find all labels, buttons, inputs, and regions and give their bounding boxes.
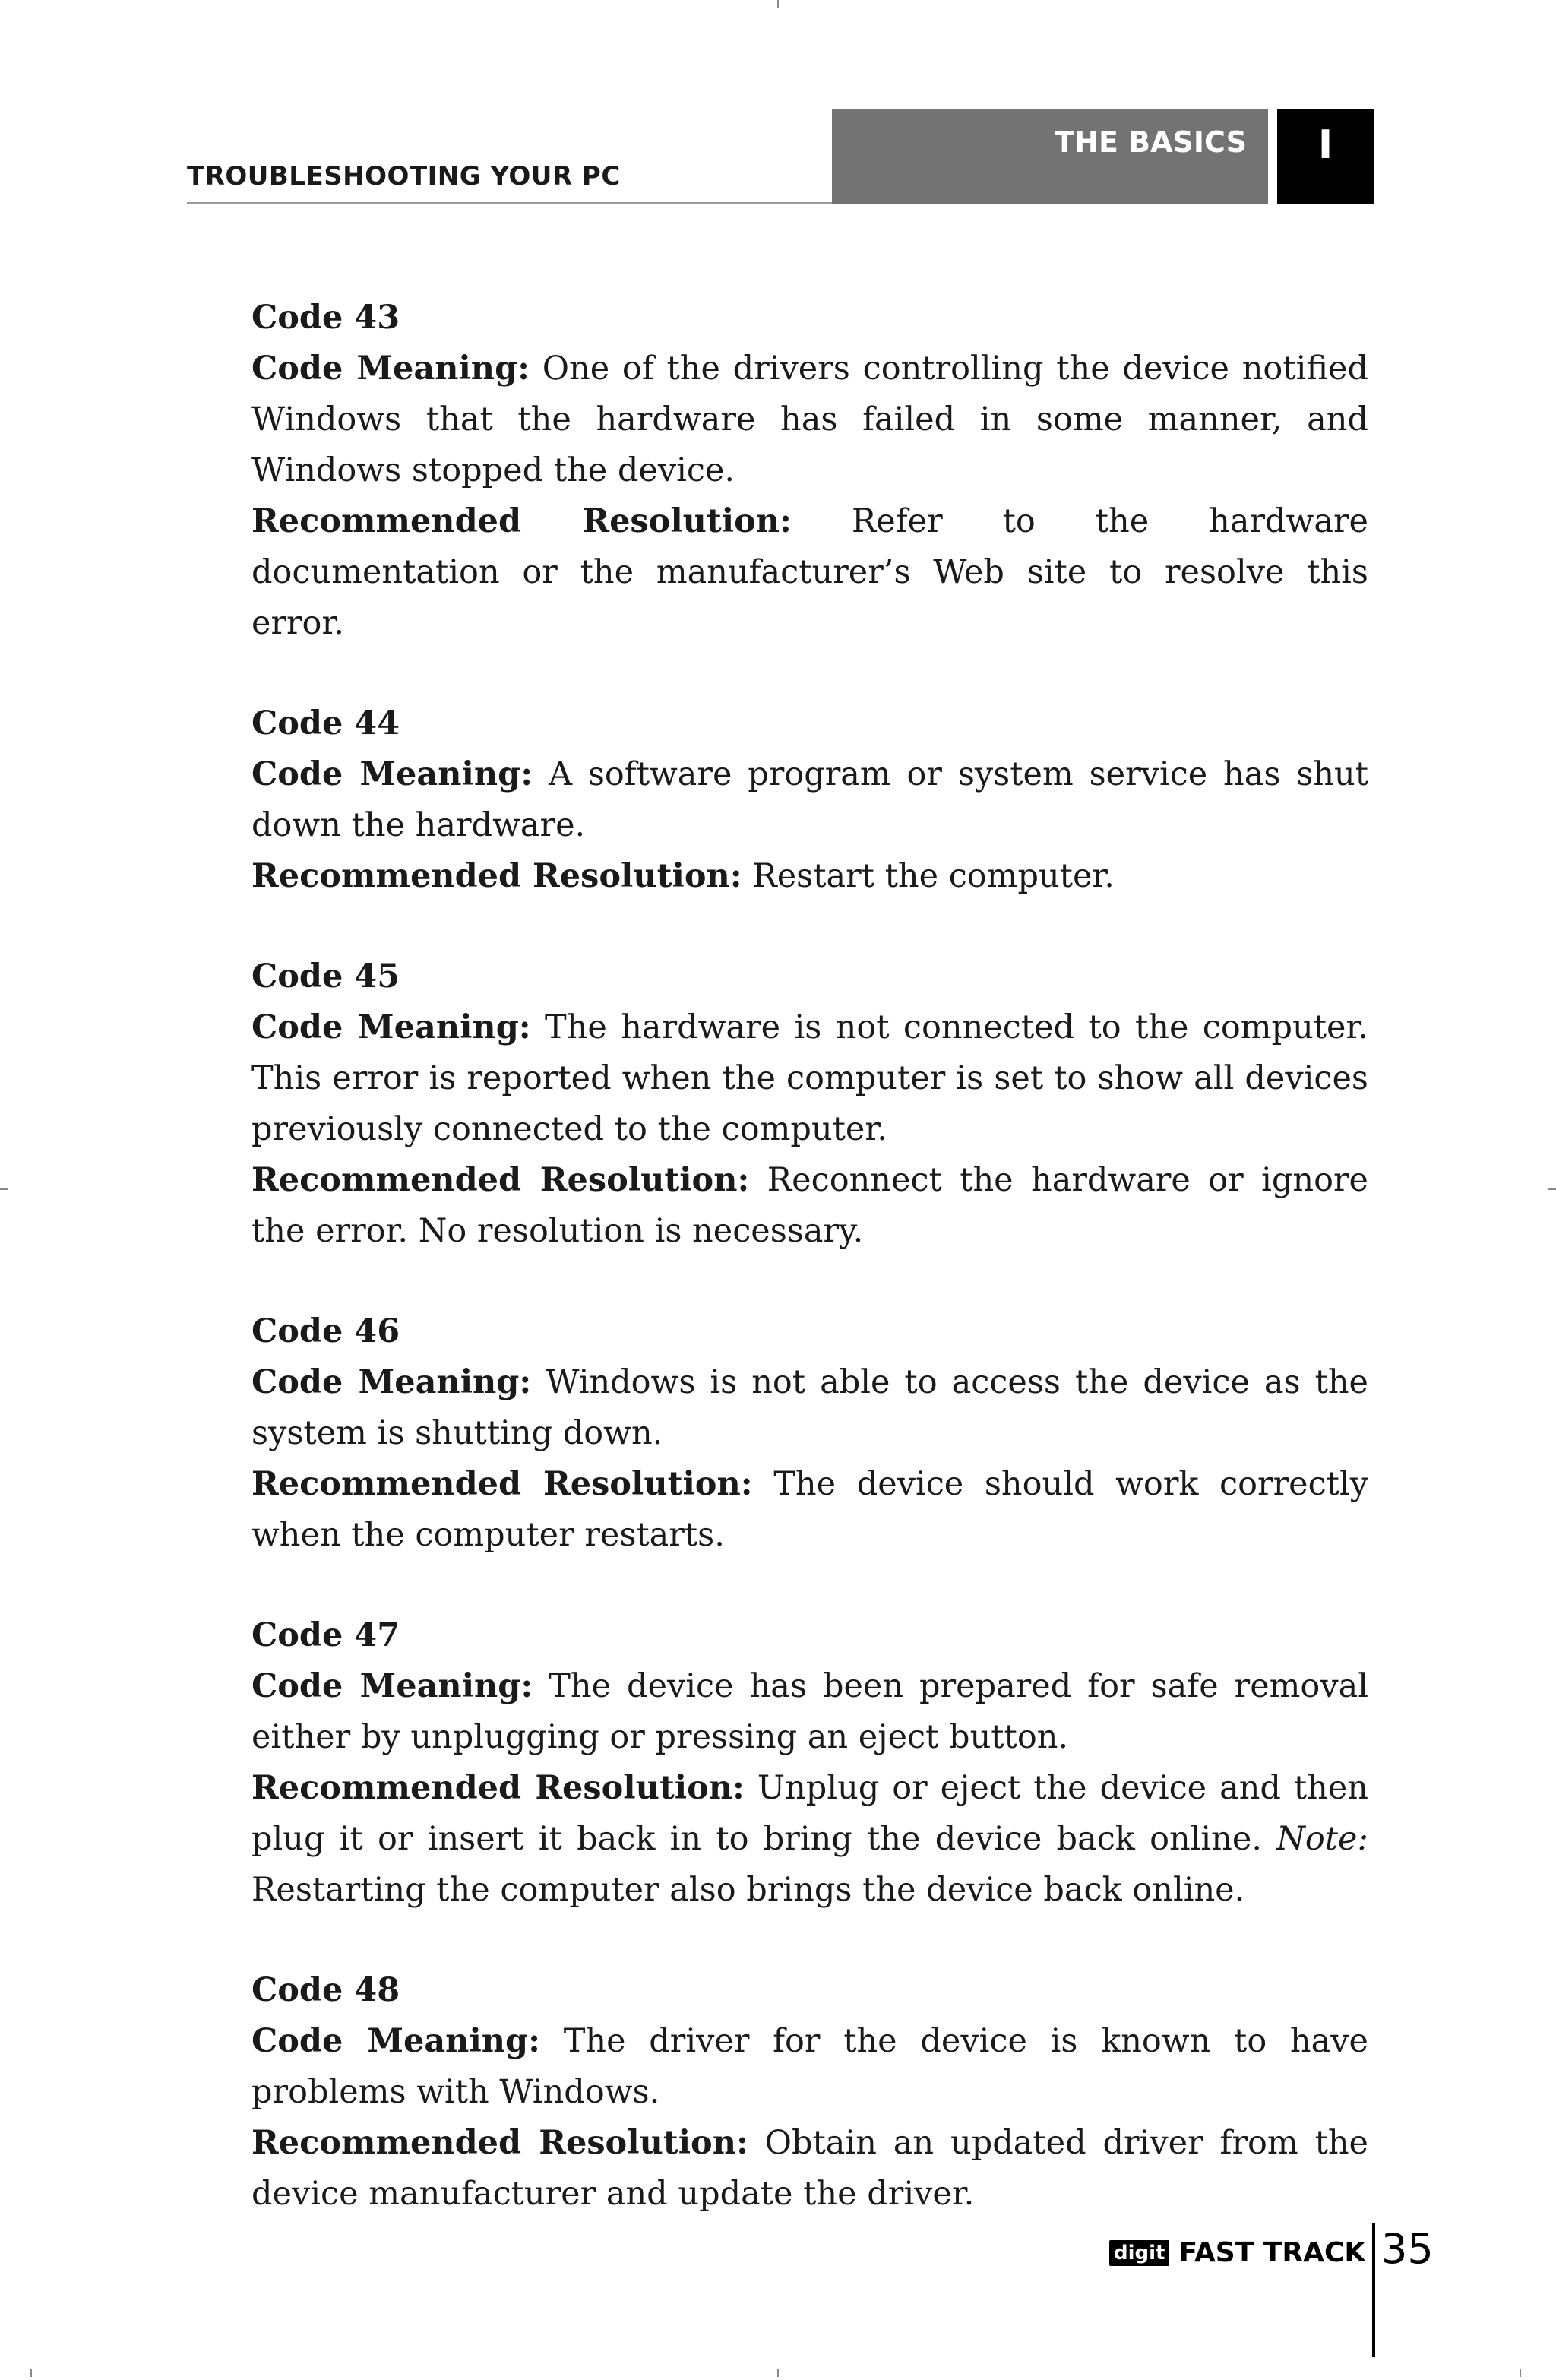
resolution-label: Recommended Resolution: — [251, 2124, 748, 2162]
code-heading: Code 45 — [251, 957, 400, 995]
section-title: THE BASICS — [1055, 125, 1247, 159]
error-code-entry — [251, 293, 1368, 649]
error-code-entry — [251, 698, 1368, 902]
recommended-resolution — [251, 2118, 1368, 2220]
code-heading: Code 43 — [251, 299, 400, 337]
resolution-text: Restart the computer. — [752, 857, 1115, 895]
code-meaning-label: Code Meaning: — [251, 755, 533, 793]
recommended-resolution — [251, 851, 1368, 902]
error-code-entry — [251, 1965, 1368, 2220]
resolution-label: Recommended Resolution: — [251, 1769, 745, 1807]
code-meaning-text: A software program or system service has shut down the hardware. — [251, 755, 1369, 844]
resolution-text: Refer to the hardware documentation or the manufacturer’s Web site to resolve this error. — [251, 502, 1368, 642]
page-body — [251, 293, 1368, 2269]
note-label: Note: — [1276, 1820, 1368, 1858]
resolution-text: Obtain an updated driver from the device manufacturer and update the driver. — [251, 2124, 1368, 2213]
crop-mark — [30, 2369, 32, 2377]
running-head: TROUBLESHOOTING YOUR PC — [187, 161, 621, 191]
code-heading: Code 46 — [251, 1312, 400, 1350]
recommended-resolution — [251, 1155, 1368, 1257]
error-code-entry — [251, 1306, 1368, 1561]
code-heading: Code 44 — [251, 704, 400, 742]
code-meaning-label: Code Meaning: — [251, 350, 530, 388]
section-tab — [832, 109, 1268, 204]
header-rule — [187, 202, 833, 204]
chapter-number: I — [1317, 122, 1333, 168]
series-name: FAST TRACK — [1178, 2237, 1366, 2268]
code-meaning-text: Windows is not able to access the device as the system is shutting down. — [251, 1363, 1369, 1452]
recommended-resolution — [251, 496, 1368, 649]
code-heading: Code 47 — [251, 1616, 400, 1654]
code-meaning-label: Code Meaning: — [251, 1363, 532, 1401]
error-code-entry — [251, 951, 1368, 1257]
page-number: 35 — [1381, 2225, 1434, 2273]
crop-mark — [1548, 1188, 1556, 1190]
code-meaning-label: Code Meaning: — [251, 1008, 531, 1046]
footer-divider — [1372, 2223, 1375, 2357]
recommended-resolution — [251, 1459, 1368, 1561]
code-meaning — [251, 1357, 1368, 1459]
resolution-text: Unplug or eject the device and then plug it or insert it back in to bring the device back online. — [251, 1769, 1368, 1858]
code-meaning-label: Code Meaning: — [251, 2022, 540, 2060]
resolution-label: Recommended Resolution: — [251, 502, 792, 540]
note-text: Restarting the computer also brings the device back online. — [251, 1871, 1245, 1909]
code-meaning-label: Code Meaning: — [251, 1667, 533, 1705]
code-meaning-text: The driver for the device is known to have problems with Windows. — [251, 2022, 1369, 2111]
resolution-label: Recommended Resolution: — [251, 857, 742, 895]
resolution-label: Recommended Resolution: — [251, 1465, 753, 1503]
code-meaning — [251, 1002, 1368, 1155]
code-heading: Code 48 — [251, 1971, 400, 2009]
code-meaning — [251, 1661, 1368, 1763]
footer-brand — [1109, 2237, 1365, 2268]
resolution-text: Reconnect the hardware or ignore the error. No resolution is necessary. — [251, 1161, 1369, 1250]
code-meaning-text: The hardware is not connected to the computer. This error is reported when the computer is set to show all devices previously connected to the computer. — [251, 1008, 1368, 1148]
code-meaning — [251, 749, 1368, 851]
resolution-text: The device should work correctly when the computer restarts. — [251, 1465, 1368, 1554]
code-meaning-text: One of the drivers controlling the device notified Windows that the hardware has failed in some manner, and Windows stopped the device. — [251, 350, 1369, 489]
recommended-resolution — [251, 1763, 1368, 1916]
chapter-marker — [1277, 109, 1374, 204]
error-code-entry — [251, 1610, 1368, 1916]
digit-logo: digit — [1109, 2240, 1169, 2266]
code-meaning — [251, 2016, 1368, 2118]
crop-mark — [777, 0, 779, 8]
code-meaning-text: The device has been prepared for safe removal either by unplugging or pressing an eject button. — [251, 1667, 1368, 1756]
code-meaning — [251, 343, 1368, 496]
crop-mark — [1520, 2369, 1521, 2377]
crop-mark — [0, 1188, 8, 1190]
resolution-label: Recommended Resolution: — [251, 1161, 750, 1199]
crop-mark — [777, 2369, 779, 2377]
